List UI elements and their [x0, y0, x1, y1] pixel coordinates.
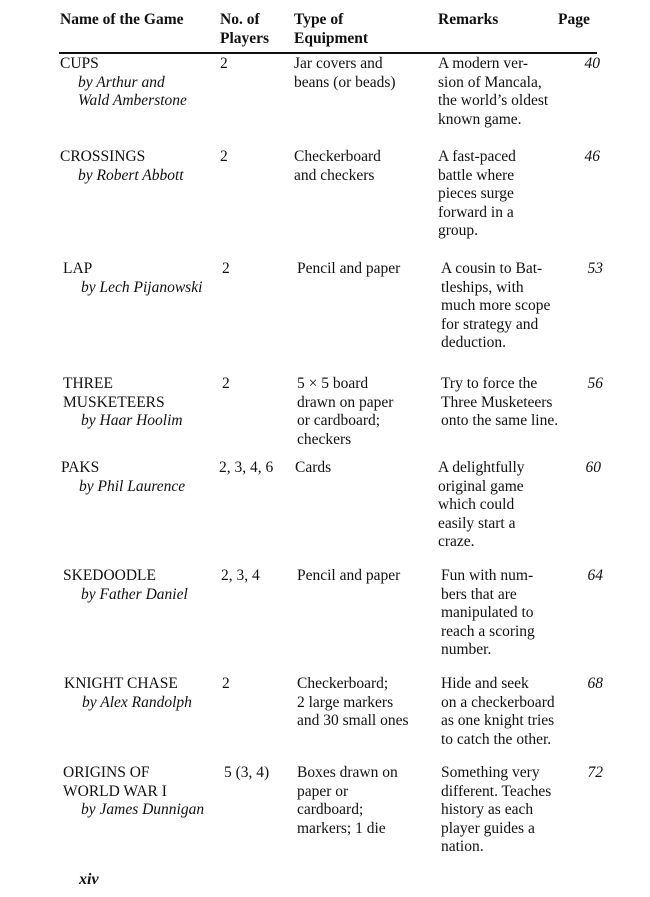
players-cell: 2, 3, 4, 6 — [219, 459, 274, 476]
equipment-cell: Pencil and paper — [297, 567, 401, 584]
header-name: Name of the Game — [60, 11, 184, 28]
game-name-cell — [63, 375, 183, 431]
equipment-cell: 5 × 5 board drawn on paper or cardboard; checkers — [297, 375, 394, 448]
header-players: No. of Players — [220, 11, 270, 47]
equipment-cell: Checkerboard; 2 large markers and 30 small ones — [297, 675, 409, 729]
game-name-cell — [63, 260, 202, 297]
game-title: THREE MUSKETEERS — [63, 375, 165, 411]
page-number: 72 — [587, 764, 603, 781]
players-cell: 2, 3, 4 — [221, 567, 260, 584]
page-number: 60 — [585, 459, 601, 476]
players-cell: 2 — [222, 675, 230, 692]
game-author: by Phil Laurence — [79, 477, 186, 495]
game-name-cell — [60, 55, 187, 111]
players-cell: 2 — [220, 55, 228, 72]
page-number: 40 — [584, 55, 600, 72]
game-author: by Haar Hoolim — [81, 412, 183, 429]
equipment-cell: Pencil and paper — [297, 260, 401, 277]
players-cell: 5 (3, 4) — [224, 764, 270, 781]
game-name-cell — [63, 764, 204, 820]
remarks-cell: Try to force the Three Musketeers onto the same line. — [441, 375, 559, 429]
game-title: CROSSINGS — [60, 148, 146, 165]
game-title: CUPS — [60, 55, 99, 72]
remarks-cell: A delightfully original game which could easily start a craze. — [438, 459, 525, 550]
equipment-cell: Boxes drawn on paper or cardboard; markers; 1 die — [297, 764, 398, 837]
game-name-cell — [64, 675, 192, 712]
game-author: by James Dunnigan — [81, 801, 205, 818]
page-number: 46 — [584, 148, 600, 165]
header-remarks: Remarks — [438, 11, 499, 28]
game-title: LAP — [63, 260, 93, 277]
remarks-cell: A cousin to Bat- tleships, with much more scope for strategy and deduction. — [441, 260, 551, 351]
equipment-cell: Checkerboard and checkers — [294, 148, 381, 184]
game-name-cell — [60, 148, 184, 185]
remarks-cell: A modern ver- sion of Mancala, the world’s oldest known game. — [438, 55, 549, 128]
game-author: by Alex Randolph — [82, 693, 192, 711]
game-title: SKEDOODLE — [63, 567, 156, 584]
game-name-cell — [61, 459, 185, 496]
equipment-cell: Jar covers and beans (or beads) — [294, 55, 396, 91]
page-number: 53 — [587, 260, 603, 277]
page-number: 56 — [587, 375, 603, 392]
game-author: by Arthur and Wald Amberstone — [78, 73, 187, 109]
page-folio: xiv — [79, 871, 99, 888]
game-author: by Robert Abbott — [78, 166, 184, 184]
remarks-cell: A fast-paced battle where pieces surge forward in a group. — [438, 148, 516, 239]
game-name-cell — [63, 567, 188, 604]
game-title: PAKS — [61, 459, 100, 476]
players-cell: 2 — [222, 260, 230, 277]
game-author: by Lech Pijanowski — [81, 278, 203, 296]
players-cell: 2 — [220, 148, 228, 165]
game-title: KNIGHT CHASE — [64, 675, 178, 692]
remarks-cell: Fun with num- bers that are manipulated to reach a scoring number. — [441, 567, 535, 658]
game-author: by Father Daniel — [81, 585, 188, 603]
game-title: ORIGINS OF WORLD WAR I — [63, 764, 167, 800]
remarks-cell: Something very different. Teaches history as each player guides a nation. — [441, 764, 552, 855]
header-page: Page — [558, 11, 590, 28]
players-cell: 2 — [222, 375, 230, 392]
header-equipment: Type of Equipment — [294, 11, 369, 47]
page-number: 64 — [587, 567, 603, 584]
table-header — [0, 8, 650, 48]
equipment-cell: Cards — [295, 459, 332, 476]
header-rule — [59, 52, 597, 54]
page-number: 68 — [587, 675, 603, 692]
remarks-cell: Hide and seek on a checkerboard as one knight tries to catch the other. — [441, 675, 555, 748]
